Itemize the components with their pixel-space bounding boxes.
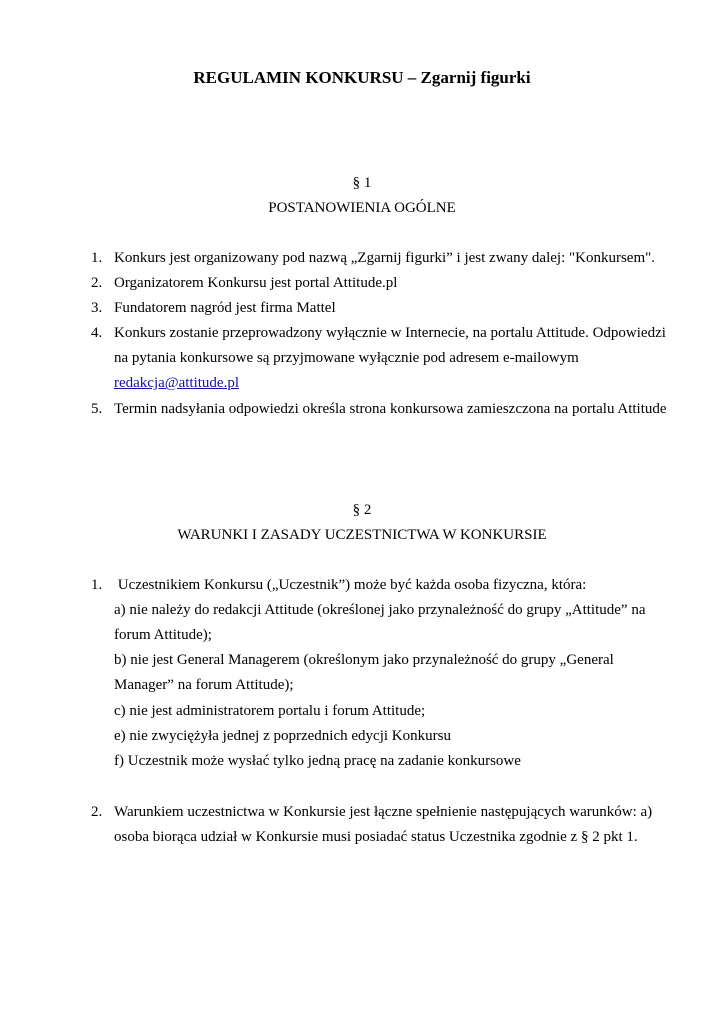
- section-1-heading: POSTANOWIENIA OGÓLNE: [268, 200, 456, 216]
- item-number: 4.: [91, 325, 103, 341]
- item-text: f) Uczestnik może wysłać tylko jedną pracę na zadanie konkursowe: [114, 753, 521, 769]
- item-text: Termin nadsyłania odpowiedzi określa strona konkursowa zamieszczona na portalu Attitude: [114, 401, 667, 417]
- item-text: c) nie jest administratorem portalu i forum Attitude;: [114, 703, 426, 719]
- item-number: 5.: [91, 401, 103, 417]
- document-title: REGULAMIN KONKURSU – Zgarnij figurki: [193, 68, 531, 87]
- item-number: 1.: [91, 577, 103, 593]
- item-text: forum Attitude);: [114, 627, 212, 643]
- section-2-heading: WARUNKI I ZASADY UCZESTNICTWA W KONKURSIE: [177, 527, 547, 543]
- item-text: e) nie zwyciężyła jednej z poprzednich edycji Konkursu: [114, 728, 451, 744]
- item-text: Warunkiem uczestnictwa w Konkursie jest łączne spełnienie następujących warunków: a): [114, 804, 653, 820]
- item-number: 1.: [91, 250, 103, 266]
- item-text: Konkurs zostanie przeprowadzony wyłącznie w Internecie, na portalu Attitude. Odpowiedzi: [114, 325, 666, 341]
- email-link[interactable]: redakcja@attitude.pl: [114, 375, 240, 391]
- item-text: Uczestnikiem Konkursu („Uczestnik”) może być każda osoba fizyczna, która:: [114, 577, 587, 593]
- item-text: Fundatorem nagród jest firma Mattel: [114, 300, 336, 316]
- section-1-symbol: § 1: [352, 175, 372, 191]
- item-text: na pytania konkursowe są przyjmowane wyłącznie pod adresem e-mailowym: [114, 350, 579, 366]
- item-text: b) nie jest General Managerem (określonym jako przynależność do grupy „General: [114, 652, 614, 668]
- item-number: 3.: [91, 300, 103, 316]
- item-number: 2.: [91, 275, 103, 291]
- item-text: Organizatorem Konkursu jest portal Attitude.pl: [114, 275, 398, 291]
- item-text: osoba biorąca udział w Konkursie musi posiadać status Uczestnika zgodnie z § 2 pkt 1.: [114, 829, 638, 845]
- item-text: Konkurs jest organizowany pod nazwą „Zgarnij figurki” i jest zwany dalej: "Konkursem".: [114, 250, 655, 266]
- item-text: Manager” na forum Attitude);: [114, 677, 294, 693]
- section-2-symbol: § 2: [352, 502, 372, 518]
- item-text: a) nie należy do redakcji Attitude (określonej jako przynależność do grupy „Attitude” na: [114, 602, 646, 618]
- item-number: 2.: [91, 804, 103, 820]
